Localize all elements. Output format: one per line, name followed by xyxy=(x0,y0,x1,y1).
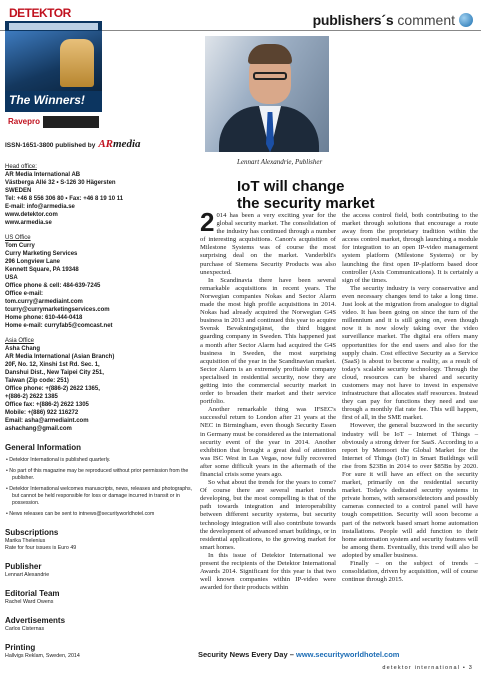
office-contact-link[interactable]: ashachang@gmail.com xyxy=(5,426,72,432)
office-heading: Head office: xyxy=(5,164,37,170)
author-photo xyxy=(205,36,329,152)
info-bullet: • News releases can be sent to intnews@securityworldhotel.com xyxy=(6,511,155,517)
office-line: AR Media International (Asian Branch) xyxy=(5,354,115,360)
article-column-2 xyxy=(342,212,478,584)
article-paragraph: However, the general buzzword in the security industry will be IoT – Internet of Things – obviously a strong driver for SaaS. According to a report by Memoori the Global Market for the Internet of Things (IoT) in Smart Buildings will rise from $23Bn in 2014 to over $85Bn by 2020. For sure it will have an effect on the security market, primarily on the residential security market. Today's dedicated security systems in private homes, with sensors/detectors and possibly cameras connected to a control panel will have tough competition. Security will soon become a part of the network based smart home automation installations. People will add function to their home automation system and security features will be among them. Eventually, this trend will also be adopted by smaller business. xyxy=(342,422,478,559)
office-line: Tel: +46 8 556 306 80 • Fax: +46 8 19 10 11 xyxy=(5,196,124,202)
subscriptions-line: Rate for four issues is Euro 49 xyxy=(5,545,77,551)
footer-tagline-text: Security News Every Day – xyxy=(198,650,296,659)
cover-subtitle-band xyxy=(9,23,98,30)
office-contact-link[interactable]: www.armedia.se xyxy=(5,220,52,226)
office-heading: US Office xyxy=(5,235,31,241)
office-contact-link[interactable]: Home e-mail: curryfab5@comcast.net xyxy=(5,323,113,329)
publisher-line: Lennart Alexandrie xyxy=(5,572,50,578)
article-paragraph: the access control field, both contributing to the market through solutions that encourage a route away from the proprietary tradition within the access control market, through launching a module for integration to an open IP-video management system platform (Milestone Systems) or by launching the first open IP-platform based door controller (Axis Communications). It is certainly a sign of the times. xyxy=(342,212,478,284)
office-line: Office fax: +(886-2) 2622 1305 xyxy=(5,402,89,408)
office-line: AR Media International AB xyxy=(5,172,81,178)
cover-footer xyxy=(5,112,102,132)
article-paragraph: So what about the trends for the years to come? Of course there are several market trends developing, but the most compelling is that of the path towards integration and interoperability between different security systems, but security technology integration will also contribute towards the development of advanced smart buildings, or in residential applications, to the growing market for smart homes. xyxy=(200,479,336,551)
cover-logo: Ravepro xyxy=(8,117,41,126)
office-line: Office phone & cell: 484-639-7245 xyxy=(5,283,101,289)
cover-title: DETEKTOR xyxy=(5,5,102,21)
advertisements-line: Carlos Cisternas xyxy=(5,626,45,632)
editorial-heading: Editorial Team xyxy=(5,589,60,598)
office-line: Danshui Dist., New Taipei City 251, xyxy=(5,370,104,376)
cover-winners-text: The Winners! xyxy=(9,93,85,107)
article-column-1 xyxy=(200,207,336,592)
article-paragraph: In this issue of Detektor International we present the recipients of the Detektor International Awards 2014. Significant for this year is that two well known companies within IP-video were awarded for their products within xyxy=(200,551,336,592)
office-line: Tom Curry xyxy=(5,243,35,249)
subscriptions-line: Marika Thelenius xyxy=(5,538,46,544)
office-line: USA xyxy=(5,275,18,281)
article-paragraph: 2 014 has been a very exciting year for the global security market. The consolidation of the industry has continued through a number of interesting acquisitions. Canon's acquisition of Milestone Systems was of course the most surprising deal on the market. Vanderbilt's purchase of Siemens Security Products was also unexpected. xyxy=(200,207,336,276)
office-heading: Asia Office xyxy=(5,338,34,344)
headline-line-2: the security market xyxy=(237,195,375,212)
globe-icon xyxy=(459,13,473,27)
armedia-logo-ar: AR xyxy=(98,138,113,150)
credits-list xyxy=(5,528,195,660)
office-line: Mobile: +(886) 922 116272 xyxy=(5,410,79,416)
page-number: detektor international • 3 xyxy=(382,665,473,671)
office-line: Taiwan (Zip code: 251) xyxy=(5,378,69,384)
subscriptions-heading: Subscriptions xyxy=(5,528,59,537)
info-bullet: • Detektor International is published quarterly. xyxy=(6,457,111,463)
office-line: Västberga Allé 32 • S-126 30 Hägersten xyxy=(5,180,116,186)
article-paragraph: Another remarkable thing was IFSEC's successful return to London after 21 years at the NEC in Birmingham, even though Security Essen in Germany must be considered as the international security event of the year in 2014. Another exhibition that brought a great deal of attention was ISC West in Las Vegas, now fully recovered after some difficult years in the aftermath of the financial crisis some years ago. xyxy=(200,406,336,478)
general-info-list xyxy=(5,457,195,518)
office-contact-link[interactable]: E-mail: info@armedia.se xyxy=(5,204,75,210)
cover-image xyxy=(5,31,102,91)
headline-line-1: IoT will change xyxy=(237,178,345,195)
section-title-light: comment xyxy=(397,12,455,28)
armedia-logo xyxy=(98,140,140,148)
magazine-cover xyxy=(5,5,102,132)
cover-ad-strip xyxy=(43,116,99,128)
info-bullet: • Detektor International welcomes manuscripts, news, releases and photographs, but cannot be held responsible for loss or damage incurred in transit or in possession. xyxy=(6,486,193,506)
printing-line: Hallvigs Reklam, Sweden, 2014 xyxy=(5,653,80,659)
office-line: Curry Marketing Services xyxy=(5,251,78,257)
office-line: Office phone: +(886-2) 2622 1365, xyxy=(5,386,100,392)
article-paragraph: In Scandinavia there have been several remarkable acquisitions in recent years. The Norwegian companies Nokas and Sector Alarm made the most high profile acquisitions in 2014. Nokas had already acquired the Norwegian G4S business in 2013 and continued this year to acquire Svensk Bevakningstjänst, the third biggest guarding company in Sweden. This happened just a month after Sector Alarm had acquired the G4S business in Sweden, the most surprising acquisition of the year in the Scandinavian market. Sector Alarm is an extremely profitable company specialised in residential security, now they are getting into the commercial security market in order to broaden their market and their service portfolio. xyxy=(200,276,336,406)
office-line: Office e-mail: xyxy=(5,291,44,297)
publisher-heading: Publisher xyxy=(5,562,42,571)
office-line: 296 Longview Lane xyxy=(5,259,61,265)
printing-heading: Printing xyxy=(5,643,36,652)
footer-tagline xyxy=(198,650,399,659)
article-paragraph: The security industry is very conservative and even necessary changes tend to take a long time. Just look at the migration from analogue to digital video. It has been going on since the turn of the millennium and it is still going on, even though now it is now slowly taking over the video surveillance market. The digital era offers many opportunities for the end users and also for the supply chain. Cost effective Security as a Service (SaaS) is about to become a reality, as a result of today's scalable security technology. Through the cloud, resources can be shared and security customers may not have to invest in expensive infrastructure that allocates staff resources. Instead they can pay for functions they need and use through a monthly flat rate fee. This will happen, first of all, in the SME market. xyxy=(342,284,478,422)
article-paragraph: Finally – on the subject of trends – consolidation, driven by acquisition, will of course continue through 2015. xyxy=(342,560,478,584)
editorial-line: Rachel Ward Owens xyxy=(5,599,54,605)
section-title-bold: publishers´s xyxy=(312,12,394,28)
office-contact-link[interactable]: www.detektor.com xyxy=(5,212,58,218)
section-header xyxy=(313,12,473,28)
issn-text: ISSN-1651-3800 published by xyxy=(5,142,96,149)
office-list xyxy=(5,163,195,433)
info-bullet: • No part of this magazine may be reproduced without prior permission from the publisher. xyxy=(6,468,189,481)
headline xyxy=(237,178,375,212)
footer-url-link[interactable]: www.securityworldhotel.com xyxy=(295,650,400,659)
advertisements-heading: Advertisements xyxy=(5,616,66,625)
armedia-logo-media: media xyxy=(113,138,141,150)
byline: Lennart Alexandrie, Publisher xyxy=(237,158,323,166)
masthead-sidebar xyxy=(5,140,195,660)
general-info-heading: General Information xyxy=(5,443,82,452)
office-line: Home phone: 610-444-0418 xyxy=(5,315,83,321)
office-line: Kennett Square, PA 19348 xyxy=(5,267,79,273)
office-line: SWEDEN xyxy=(5,188,32,194)
issn-line xyxy=(5,140,195,150)
office-line: Asha Chang xyxy=(5,346,41,352)
office-line: +(886-2) 2622 1385 xyxy=(5,394,58,400)
drop-cap: 2 xyxy=(200,207,215,237)
office-contact-link[interactable]: Email: asha@armediaint.com xyxy=(5,418,89,424)
office-line: 20F, No. 12, Xinshi 1st Rd. Sec. 1, xyxy=(5,362,100,368)
office-contact-link[interactable]: tom.curry@armediaint.com xyxy=(5,299,83,305)
office-contact-link[interactable]: tcurry@currymarketingservices.com xyxy=(5,307,110,313)
